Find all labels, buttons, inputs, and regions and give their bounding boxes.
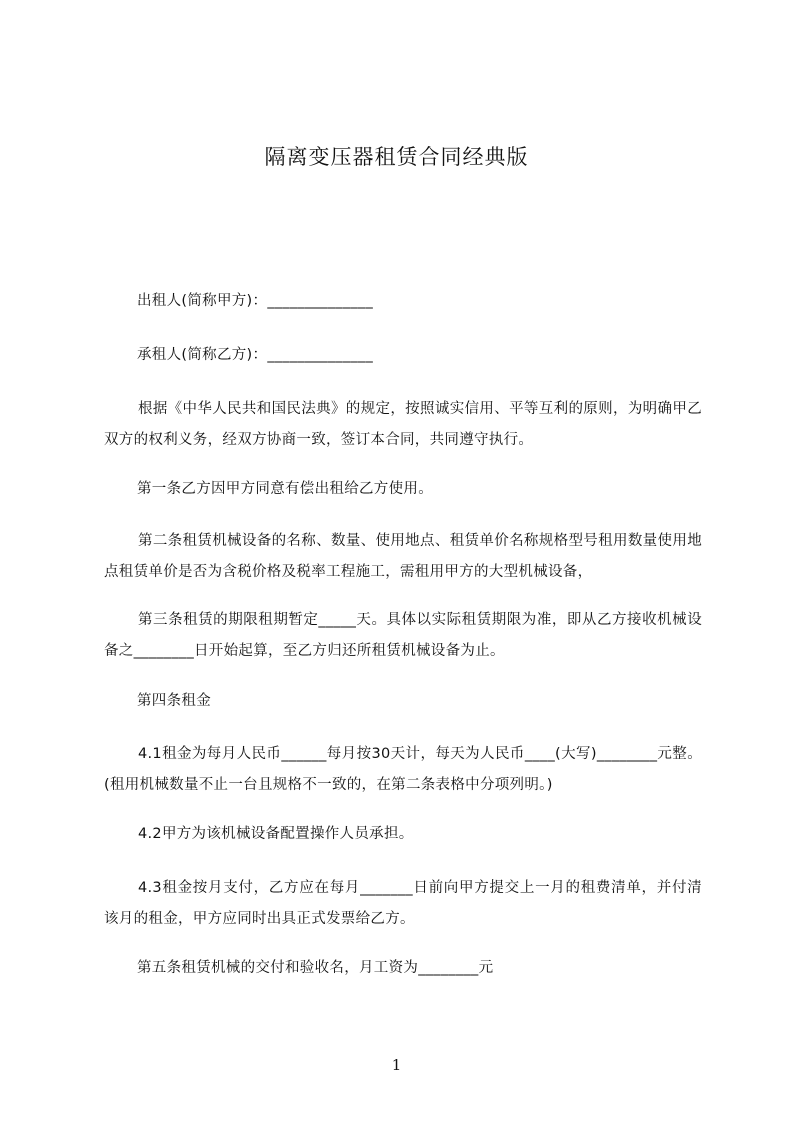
article-3: 第三条租赁的期限租期暂定_____天。具体以实际租赁期限为准，即从乙方接收机械设备之________日开始起算，至乙方归还所租赁机械设备为止。: [104, 612, 702, 659]
lessee-line: 承租人(简称乙方)：______________: [137, 347, 374, 363]
article-4-heading: 第四条租金: [137, 693, 211, 709]
article-5: 第五条租赁机械的交付和验收名，月工资为________元: [137, 960, 494, 976]
clause-4-2: 4.2甲方为该机械设备配置操作人员承担。: [138, 826, 414, 842]
article-1: 第一条乙方因甲方同意有偿出租给乙方使用。: [137, 481, 433, 497]
document-title: 隔离变压器租赁合同经典版: [264, 145, 529, 169]
clause-4-3: 4.3租金按月支付，乙方应在每月_______日前向甲方提交上一月的租费清单，并付清该月的租金，甲方应同时出具正式发票给乙方。: [104, 880, 702, 927]
page-number: 1: [391, 1056, 402, 1074]
clause-4-1: 4.1租金为每月人民币______每月按30天计，每天为人民币____(大写)________元整。(租用机械数量不止一台且规格不一致的，在第二条表格中分项列明。): [104, 746, 702, 793]
lessor-line: 出租人(简称甲方)：______________: [137, 293, 374, 309]
article-2: 第二条租赁机械设备的名称、数量、使用地点、租赁单价名称规格型号租用数量使用地点租赁单价是否为含税价格及税率工程施工，需租用甲方的大型机械设备，: [104, 533, 702, 580]
preamble-paragraph: 根据《中华人民共和国民法典》的规定，按照诚实信用、平等互利的原则，为明确甲乙双方的权利义务，经双方协商一致，签订本合同，共同遵守执行。: [104, 401, 702, 448]
